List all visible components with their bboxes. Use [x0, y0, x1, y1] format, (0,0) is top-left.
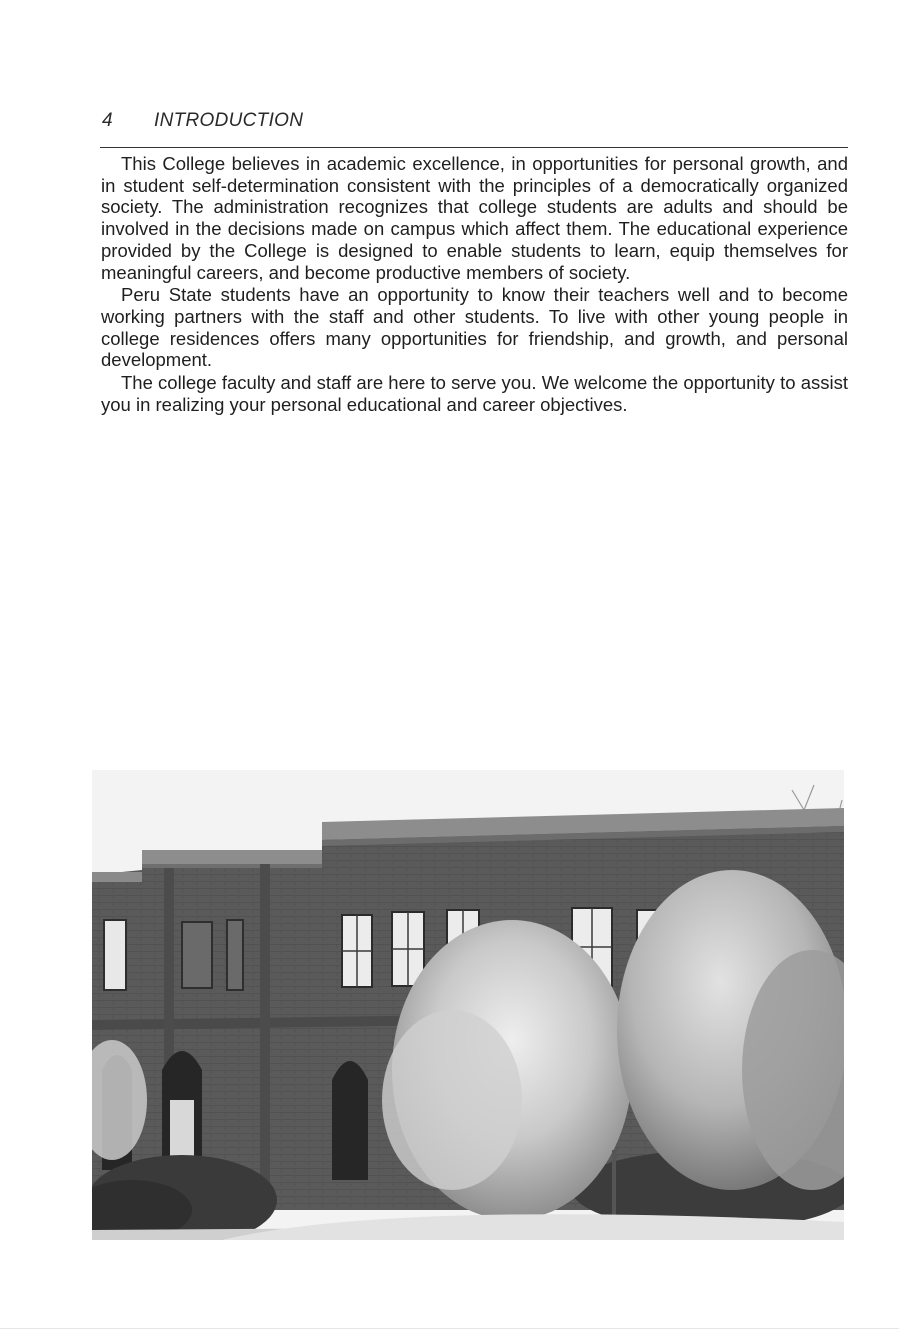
- paragraph: Peru State students have an opportunity to know their teachers well and to become working partners with the staff and other students. To live with other young people in college residences offers many opportunities for friendship, and growth, and personal development.: [101, 284, 848, 371]
- section-title: INTRODUCTION: [154, 110, 304, 131]
- campus-building-photo: [92, 770, 844, 1240]
- scan-edge: [0, 1328, 899, 1329]
- body-text: [101, 153, 848, 416]
- paragraph: This College believes in academic excellence, in opportunities for personal growth, and in student self-determination consistent with the principles of a democratically organized society. The administration recognizes that college students are adults and should be involved in the decisions made on campus which affect them. The educational experience provided by the College is designed to enable students to learn, equip themselves for meaningful careers, and become productive members of society.: [101, 153, 848, 283]
- header-rule: [100, 147, 848, 148]
- running-header: [102, 110, 847, 146]
- building-illustration: [92, 770, 844, 1240]
- paragraph: The college faculty and staff are here to serve you. We welcome the opportunity to assist you in realizing your personal educational and career objectives.: [101, 372, 848, 415]
- page-number: 4: [102, 110, 113, 131]
